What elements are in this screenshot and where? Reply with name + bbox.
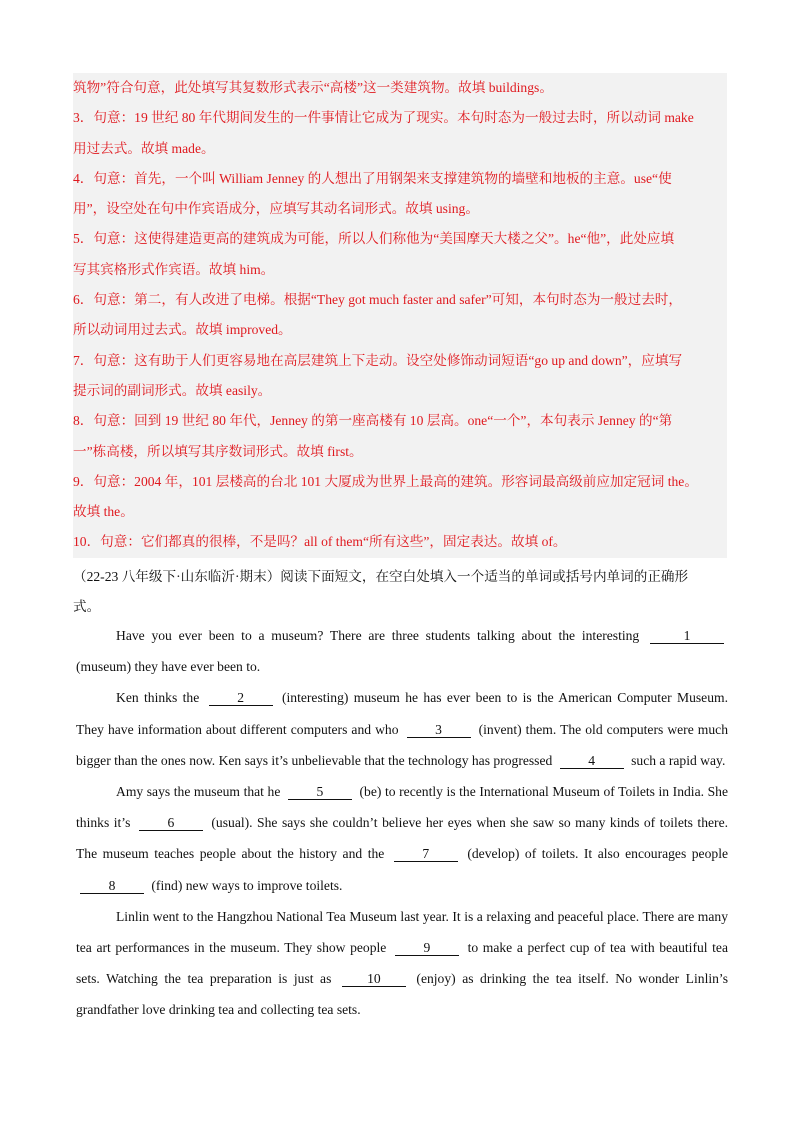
blank-3[interactable]: 3 [407, 723, 471, 738]
passage-text: to make a perfect cup of tea with beautiful tea sets. Watching the tea preparation is just as [76, 940, 728, 987]
passage-text: Amy says the museum that he [116, 784, 281, 800]
answer-line: 用过去式。故填 made。 [73, 140, 215, 156]
answer-line: 用”，设空处在句中作宾语成分，应填写其动名词形式。故填 using。 [73, 201, 479, 217]
passage-text: such a rapid way. [631, 752, 726, 768]
paragraph-4 [76, 901, 728, 1026]
passage-text: (usual). She says she couldn’t believe her eyes when she saw so many kinds of toilets there. The museum teaches people about the history and the [76, 815, 728, 862]
passage-text: Have you ever been to a museum? There are three students talking about the interesting [116, 628, 640, 643]
reading-passage [76, 620, 728, 1026]
answer-line: 写其宾格形式作宾语。故填 him。 [73, 261, 275, 277]
paragraph-2 [76, 682, 728, 776]
answer-line: 4．句意：首先，一个叫 William Jenney 的人想出了用钢架来支撑建筑物的墙壁和地板的主意。use“使 [73, 170, 672, 186]
blank-4[interactable]: 4 [560, 754, 624, 769]
blank-5[interactable]: 5 [288, 785, 352, 800]
blank-10[interactable]: 10 [342, 972, 406, 987]
blank-1[interactable]: 1 [650, 629, 724, 644]
passage-text: Linlin went to the Hangzhou National Tea Museum last year. It is a relaxing and peaceful place. There are many tea art performances in the museum. They show people [76, 908, 728, 956]
answer-line: 故填 the。 [73, 504, 134, 520]
answer-line: 9．句意：2004 年，101 层楼高的台北 101 大厦成为世界上最高的建筑。形容词最高级前应加定冠词 the。 [73, 473, 698, 489]
blank-8[interactable]: 8 [80, 879, 144, 894]
passage-text: (find) new ways to improve toilets. [151, 877, 343, 893]
answer-line: 3．句意：19 世纪 80 年代期间发生的一件事情让它成为了现实。本句时态为一般过去时，所以动词 make [73, 110, 694, 126]
passage-text: (invent) them. The old computers were much bigger than the ones now. Ken says it’s unbelievable that the technology has progressed [76, 721, 728, 768]
answer-line: 6．句意：第二，有人改进了电梯。根据“They got much faster and safer”可知，本句时态为一般过去时， [73, 292, 682, 308]
blank-7[interactable]: 7 [394, 847, 458, 862]
passage-text: (enjoy) as drinking the tea itself. No wonder Linlin’s grandfather love drinking tea and collecting tea sets. [76, 971, 728, 1018]
answer-line: 提示词的副词形式。故填 easily。 [73, 382, 272, 398]
blank-2[interactable]: 2 [209, 691, 273, 706]
source-line-1: （22-23 八年级下·山东临沂·期末）阅读下面短文，在空白处填入一个适当的单词或括号内单词的正确形 [73, 569, 689, 584]
passage-text: (develop) of toilets. It also encourages people [467, 846, 728, 862]
passage-text: (museum) they have ever been to. [76, 659, 261, 675]
source-line-2: 式。 [73, 599, 101, 615]
answer-line: 所以动词用过去式。故填 improved。 [73, 322, 292, 338]
answer-line: 5．句意：这使得建造更高的建筑成为可能，所以人们称他为“美国摩天大楼之父”。he“他”，此处应填 [73, 231, 675, 247]
question-source [73, 562, 727, 623]
answer-line: 一”栋高楼，所以填写其序数词形式。故填 first。 [73, 443, 363, 459]
answer-explanations [73, 73, 727, 558]
blank-9[interactable]: 9 [395, 941, 459, 956]
answer-line: 7．句意：这有助于人们更容易地在高层建筑上下走动。设空处修饰动词短语“go up and down”，应填写 [73, 352, 683, 368]
answer-line: 10．句意：它们都真的很棒，不是吗？all of them“所有这些”，固定表达。故填 of。 [73, 534, 567, 550]
passage-text: (interesting) museum he has ever been to is the American Computer Museum. They have information about different computers and who [76, 690, 728, 737]
answer-line: 8．句意：回到 19 世纪 80 年代，Jenney 的第一座高楼有 10 层高。one“一个”，本句表示 Jenney 的“第 [73, 413, 673, 429]
passage-text: (be) to recently is the International Museum of Toilets in India. She thinks it’s [76, 784, 728, 831]
passage-text: Ken thinks the [116, 690, 200, 706]
answer-line: 筑物”符合句意，此处填写其复数形式表示“高楼”这一类建筑物。故填 buildings。 [73, 80, 553, 95]
blank-6[interactable]: 6 [139, 816, 203, 831]
paragraph-3 [76, 776, 728, 901]
paragraph-1 [76, 620, 728, 682]
